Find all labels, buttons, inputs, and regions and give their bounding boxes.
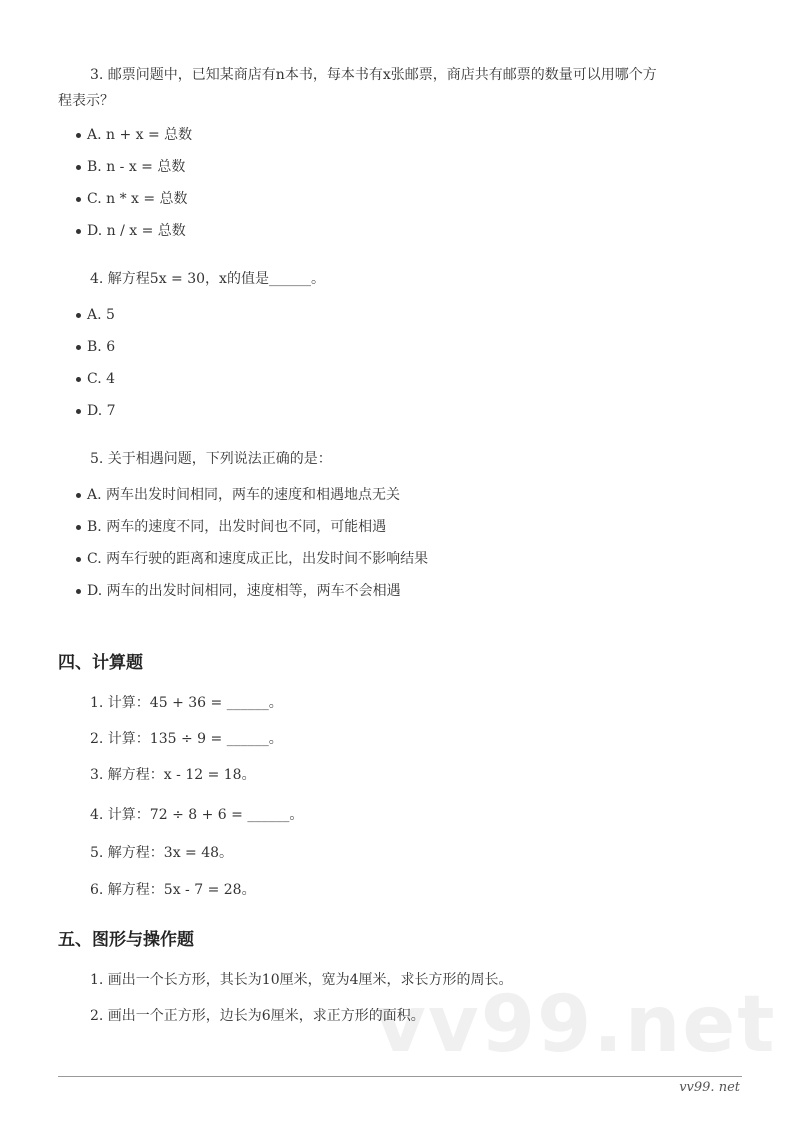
option: C. 两车行驶的距离和速度成正比，出发时间不影响结果 bbox=[76, 549, 428, 569]
option: D. 7 bbox=[76, 401, 116, 421]
calc-item: 5. 解方程：3x = 48。 bbox=[90, 845, 234, 861]
calc-item: 1. 计算：45 + 36 = ______。 bbox=[90, 695, 283, 711]
question-5: 5. 关于相遇问题，下列说法正确的是： bbox=[90, 451, 332, 467]
option: D. 两车的出发时间相同，速度相等，两车不会相遇 bbox=[76, 581, 401, 601]
shape-item: 2. 画出一个正方形，边长为6厘米，求正方形的面积。 bbox=[90, 1008, 425, 1024]
shape-item: 1. 画出一个长方形，其长为10厘米，宽为4厘米，求长方形的周长。 bbox=[90, 972, 513, 988]
section-4-heading: 四、计算题 bbox=[58, 653, 143, 673]
footer-text: vv99. net bbox=[679, 1080, 740, 1095]
section-5-heading: 五、图形与操作题 bbox=[58, 930, 194, 950]
question-4: 4. 解方程5x = 30，x的值是______。 bbox=[90, 271, 325, 287]
option: C. 4 bbox=[76, 369, 115, 389]
option: A. 两车出发时间相同，两车的速度和相遇地点无关 bbox=[76, 485, 400, 505]
question-3-cont: 程表示？ bbox=[58, 93, 114, 109]
calc-item: 6. 解方程：5x - 7 = 28。 bbox=[90, 882, 256, 898]
option: B. 两车的速度不同，出发时间也不同，可能相遇 bbox=[76, 517, 386, 537]
option: A. n + x = 总数 bbox=[76, 125, 192, 145]
option: B. n - x = 总数 bbox=[76, 157, 185, 177]
option: B. 6 bbox=[76, 337, 115, 357]
watermark: vv99.net bbox=[375, 980, 777, 1070]
calc-item: 4. 计算：72 ÷ 8 + 6 = ______。 bbox=[90, 807, 304, 823]
calc-item: 2. 计算：135 ÷ 9 = ______。 bbox=[90, 731, 283, 747]
footer-divider bbox=[58, 1076, 742, 1077]
calc-item: 3. 解方程：x - 12 = 18。 bbox=[90, 767, 256, 783]
option: C. n * x = 总数 bbox=[76, 189, 188, 209]
question-3: 3. 邮票问题中，已知某商店有n本书，每本书有x张邮票，商店共有邮票的数量可以用哪个方 bbox=[90, 67, 657, 83]
option: D. n / x = 总数 bbox=[76, 221, 186, 241]
option: A. 5 bbox=[76, 305, 115, 325]
